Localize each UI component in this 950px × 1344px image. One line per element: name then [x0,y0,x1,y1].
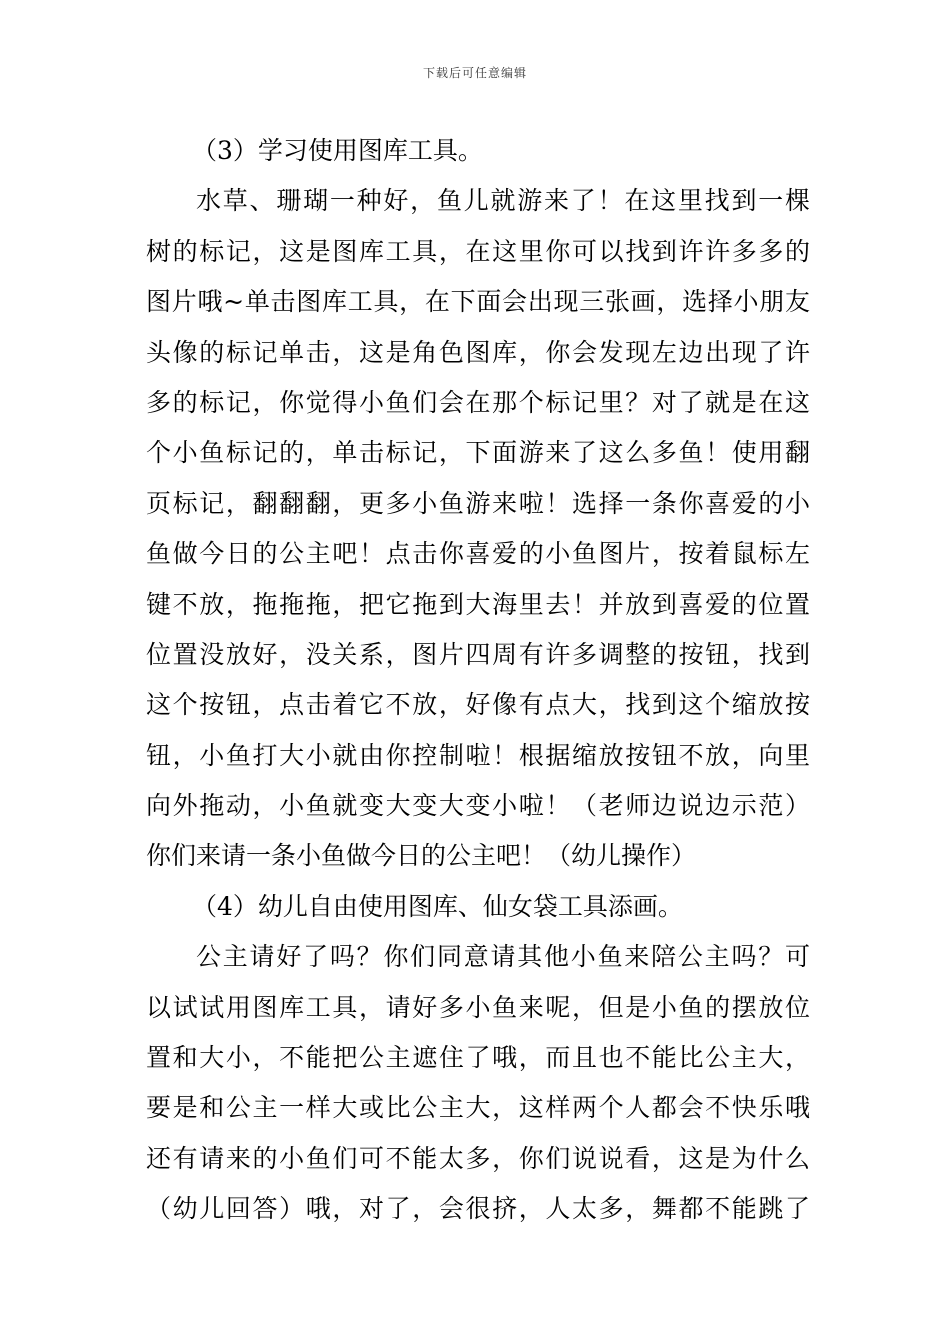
paragraph-line: 这个按钮，点击着它不放，好像有点大，找到这个缩放按 [146,690,810,720]
paragraph-line: 要是和公主一样大或比公主大，这样两个人都会不快乐哦 [146,1093,810,1123]
paragraph-line: 公主请好了吗？你们同意请其他小鱼来陪公主吗？可 [196,942,810,972]
page-header-note: 下载后可任意编辑 [422,66,527,80]
document-body [146,126,810,1235]
paragraph-line: （幼儿回答）哦，对了，会很挤，人太多，舞都不能跳了 [146,1194,810,1224]
paragraph-line: 图片哦~单击图库工具，在下面会出现三张画，选择小朋友 [146,287,810,317]
paragraph-line: 位置没放好，没关系，图片四周有许多调整的按钮，找到 [146,639,810,669]
paragraph-line: 鱼做今日的公主吧！点击你喜爱的小鱼图片，按着鼠标左 [146,539,810,569]
paragraph-line: 向外拖动，小鱼就变大变大变小啦！（老师边说边示范） [146,791,810,821]
paragraph-line: 树的标记，这是图库工具，在这里你可以找到许许多多的 [146,236,810,266]
paragraph-line: 个小鱼标记的，单击标记，下面游来了这么多鱼！使用翻 [146,438,810,468]
paragraph-line: 多的标记，你觉得小鱼们会在那个标记里？对了就是在这 [146,387,810,417]
paragraph-line: 以试试用图库工具，请好多小鱼来呢，但是小鱼的摆放位 [146,992,810,1022]
paragraph-line: 水草、珊瑚一种好，鱼儿就游来了！在这里找到一棵 [196,186,810,216]
section-heading-4: （4）幼儿自由使用图库、仙女袋工具添画。 [192,891,683,921]
section-heading-3: （3）学习使用图库工具。 [192,136,483,165]
paragraph-line: 还有请来的小鱼们可不能太多，你们说说看，这是为什么 [146,1143,810,1173]
paragraph-line: 键不放，拖拖拖，把它拖到大海里去！并放到喜爱的位置 [146,589,810,619]
paragraph-line: 你们来请一条小鱼做今日的公主吧！（幼儿操作） [146,841,697,871]
paragraph-line: 置和大小，不能把公主遮住了哦，而且也不能比公主大， [146,1043,810,1073]
paragraph-line: 钮，小鱼打大小就由你控制啦！根据缩放按钮不放，向里 [146,740,810,770]
paragraph-line: 头像的标记单击，这是角色图库，你会发现左边出现了许 [146,337,810,367]
paragraph-line: 页标记，翻翻翻，更多小鱼游来啦！选择一条你喜爱的小 [146,488,810,518]
